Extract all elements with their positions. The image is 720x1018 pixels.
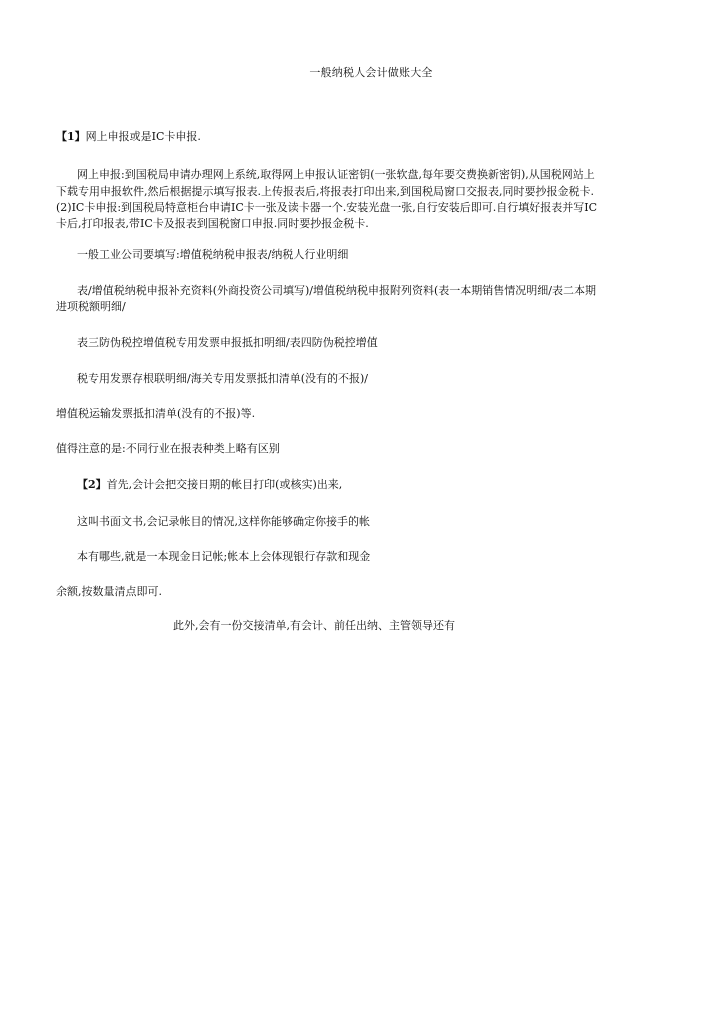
section2-line-2: 这叫书面文书,会记录帐目的情况,这样你能够确定你接手的帐	[77, 515, 370, 528]
ic-card-filing-line-1: (2)IC卡申报:到国税局特意柜台申请IC卡一张及读卡器一个.安装光盘一张,自行安装后即可.自行填好报表并写IC	[56, 201, 598, 214]
forms-line-3: 表三防伪税控增值税专用发票申报抵扣明细/表四防伪税控增值	[77, 336, 378, 349]
forms-line-1: 表/增值税纳税申报补充资料(外商投资公司填写)/增值税纳税申报附列资料(表一本期销售情况明细/表二本期	[77, 284, 596, 297]
section2-line-4: 余额,按数量清点即可.	[56, 585, 162, 598]
section1-marker: 【1】	[56, 130, 86, 143]
document-title: 一般纳税人会计做账大全	[309, 66, 433, 79]
forms-line-2: 进项税额明细/	[56, 300, 126, 313]
forms-line-5: 增值税运输发票抵扣清单(没有的不报)等.	[56, 407, 256, 420]
forms-line-4: 税专用发票存根联明细/海关专用发票抵扣清单(没有的不报)/	[77, 372, 368, 385]
industry-forms-line: 一般工业公司要填写:增值税纳税申报表/纳税人行业明细	[77, 248, 349, 261]
section1-heading-text: 网上申报或是IC卡申报.	[85, 130, 201, 143]
section2-heading-text: 首先,会计会把交接日期的帐目打印(或核实)出来,	[106, 478, 343, 491]
ic-card-filing-line-2: 卡后,打印报表,带IC卡及报表到国税窗口申报.同时要抄报金税卡.	[56, 217, 369, 230]
online-filing-line-1: 网上申报:到国税局申请办理网上系统,取得网上申报认证密钥(一张软盘,每年要交费换新密钥),从国税网站上	[77, 168, 595, 181]
note-line: 值得注意的是:不同行业在报表种类上略有区别	[56, 442, 280, 455]
section2-marker: 【2】	[77, 478, 107, 491]
section2-line-3: 本有哪些,就是一本现金日记帐;帐本上会体现银行存款和现金	[77, 550, 371, 563]
section2-line-5: 此外,会有一份交接清单,有会计、前任出纳、主管领导还有	[173, 619, 455, 632]
section2-heading	[77, 476, 342, 493]
online-filing-line-2: 下载专用申报软件,然后根据提示填写报表.上传报表后,将报表打印出来,到国税局窗口交报表,同时要抄报金税卡.	[56, 185, 594, 198]
section1-heading	[56, 128, 201, 145]
